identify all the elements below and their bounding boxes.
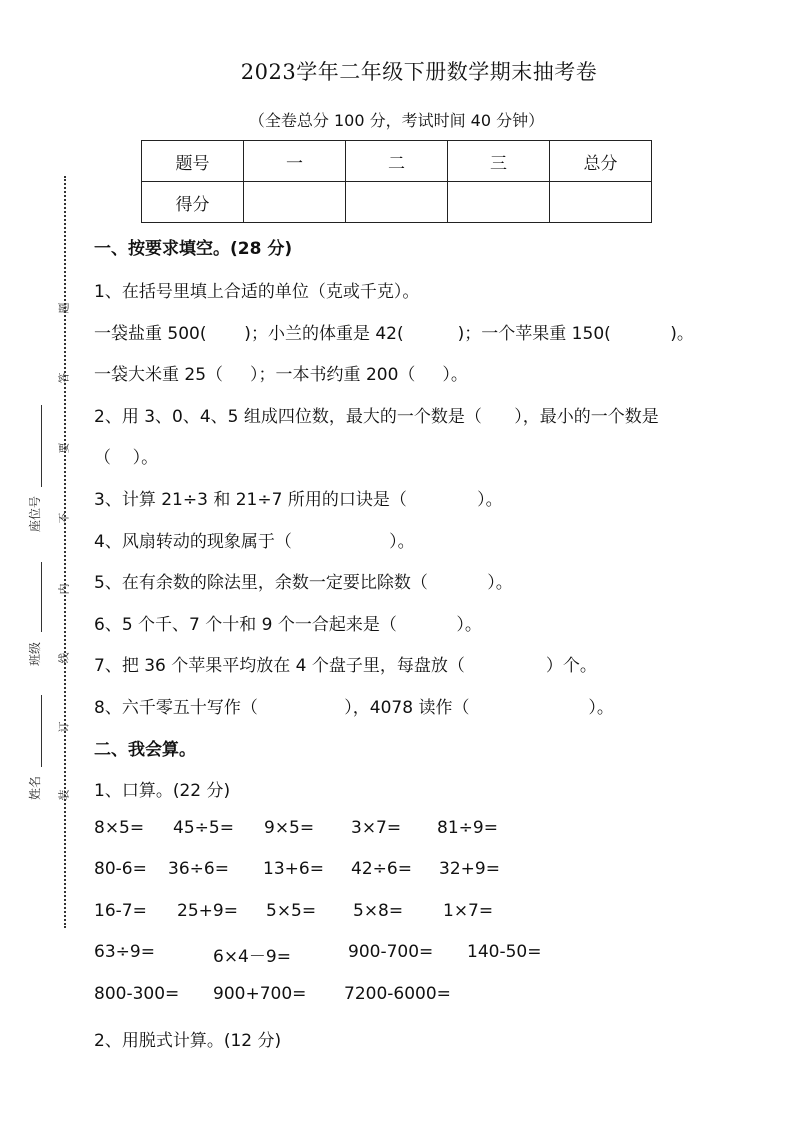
score-table	[141, 140, 652, 223]
score-cell[interactable]	[550, 182, 652, 223]
calc-item: 42÷6=	[351, 859, 412, 879]
margin-char: 线	[57, 652, 71, 664]
seat-number-label: 座位号	[28, 495, 42, 532]
margin-char: 答	[57, 372, 71, 384]
calc-item: 81÷9=	[437, 818, 498, 838]
question-text: 7、把 36 个苹果平均放在 4 个盘子里，每盘放（ ）个。	[94, 656, 597, 676]
margin-char: 不	[57, 512, 71, 524]
score-cell[interactable]	[346, 182, 448, 223]
margin-char: 内	[57, 583, 71, 595]
score-table-header-row	[142, 141, 652, 182]
calc-item: 900+700=	[213, 984, 307, 1004]
score-cell[interactable]	[448, 182, 550, 223]
score-header-cell: 二	[346, 141, 448, 182]
calc-item: 80-6=	[94, 859, 147, 879]
question-text: 一袋大米重 25（ ）；一本书约重 200（ ）。	[94, 365, 468, 385]
margin-char: 要	[57, 442, 71, 454]
question-text: （ ）。	[94, 448, 159, 468]
margin-char: 装	[57, 789, 71, 801]
section-heading: 一、按要求填空。(28 分)	[94, 239, 293, 259]
margin-char: 订	[57, 721, 71, 733]
question-text: 一袋盐重 500( )；小兰的体重是 42( )；一个苹果重 150( )。	[94, 324, 694, 344]
calc-item: 6×4－9=	[213, 947, 291, 967]
calc-item: 9×5=	[264, 818, 315, 838]
name-label: 姓名	[28, 775, 42, 800]
calc-item: 7200-6000=	[344, 984, 451, 1004]
question-text: 1、口算。(22 分)	[94, 781, 231, 801]
score-header-cell: 一	[244, 141, 346, 182]
page-title: 2023学年二年级下册数学期末抽考卷	[240, 60, 598, 84]
calc-item: 36÷6=	[168, 859, 229, 879]
question-text: 2、用 3、0、4、5 组成四位数，最大的一个数是（ ），最小的一个数是	[94, 407, 659, 427]
calc-item: 63÷9=	[94, 942, 155, 962]
calc-item: 5×8=	[353, 901, 404, 921]
question-text: 2、用脱式计算。(12 分)	[94, 1031, 282, 1051]
section-heading: 二、我会算。	[94, 740, 196, 760]
calc-item: 3×7=	[351, 818, 402, 838]
calc-item: 16-7=	[94, 901, 147, 921]
calc-item: 32+9=	[439, 859, 500, 879]
calc-item: 45÷5=	[173, 818, 234, 838]
score-table-score-row	[142, 182, 652, 223]
margin-char: 题	[57, 302, 71, 314]
question-text: 8、六千零五十写作（ ），4078 读作（ ）。	[94, 698, 614, 718]
question-text: 5、在有余数的除法里，余数一定要比除数（ ）。	[94, 573, 513, 593]
calc-item: 140-50=	[467, 942, 542, 962]
score-header-cell: 三	[448, 141, 550, 182]
score-header-cell: 题号	[142, 141, 244, 182]
question-text: 4、风扇转动的现象属于（ ）。	[94, 532, 415, 552]
question-text: 6、5 个千、7 个十和 9 个一合起来是（ ）。	[94, 615, 482, 635]
calc-item: 13+6=	[263, 859, 324, 879]
score-header-cell: 总分	[550, 141, 652, 182]
calc-item: 5×5=	[266, 901, 317, 921]
calc-item: 800-300=	[94, 984, 180, 1004]
name-blank[interactable]	[41, 695, 42, 767]
calc-item: 1×7=	[443, 901, 494, 921]
calc-item: 8×5=	[94, 818, 145, 838]
seat-number-blank[interactable]	[41, 405, 42, 487]
calc-item: 25+9=	[177, 901, 238, 921]
class-label: 班级	[28, 641, 42, 666]
score-cell[interactable]	[244, 182, 346, 223]
question-text: 1、在括号里填上合适的单位（克或千克）。	[94, 282, 420, 302]
class-blank[interactable]	[41, 562, 42, 632]
score-row-label: 得分	[142, 182, 244, 223]
binding-dotted-line	[64, 176, 66, 928]
calc-item: 900-700=	[348, 942, 434, 962]
question-text: 3、计算 21÷3 和 21÷7 所用的口诀是（ ）。	[94, 490, 503, 510]
exam-info: （全卷总分 100 分，考试时间 40 分钟）	[248, 111, 545, 130]
